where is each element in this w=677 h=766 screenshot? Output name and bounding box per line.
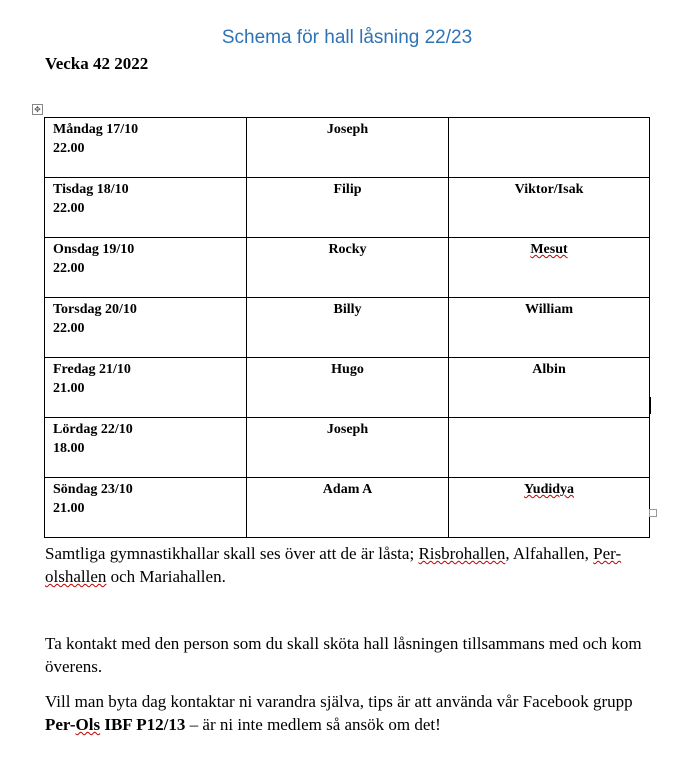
time-label: 22.00: [53, 321, 85, 336]
day-label: Tisdag 18/10: [53, 182, 129, 197]
day-label: Måndag 17/10: [53, 122, 139, 137]
day-cell[interactable]: [45, 118, 247, 178]
table-row: [45, 178, 650, 238]
person-2-name: William: [525, 302, 573, 317]
person-2-cell[interactable]: [449, 478, 650, 538]
person-2-cell[interactable]: [449, 358, 650, 418]
hall-per-olshallen: Per-olshallen: [45, 544, 622, 586]
day-cell[interactable]: [45, 298, 247, 358]
text-cursor: [650, 397, 651, 414]
person-2-cell[interactable]: [449, 238, 650, 298]
time-label: 22.00: [53, 201, 85, 216]
move-handle-icon[interactable]: ✥: [32, 104, 43, 115]
table-row: [45, 238, 650, 298]
table-row: [45, 478, 650, 538]
person-2-name: Albin: [532, 362, 566, 377]
halls-text-3: och Mariahallen.: [106, 567, 226, 586]
time-label: 22.00: [53, 261, 85, 276]
day-label: Fredag 21/10: [53, 362, 131, 377]
day-label: Söndag 23/10: [53, 482, 133, 497]
day-cell[interactable]: [45, 358, 247, 418]
paragraph-halls: [45, 542, 660, 588]
person-2-name: Mesut: [530, 242, 568, 257]
person-2-cell[interactable]: [449, 418, 650, 478]
person-1-cell[interactable]: Joseph: [247, 418, 449, 478]
day-cell[interactable]: [45, 478, 247, 538]
document-title: Schema för hall låsning 22/23: [221, 27, 473, 48]
person-2-name: Yudidya: [523, 482, 575, 497]
person-2-cell[interactable]: [449, 298, 650, 358]
day-cell[interactable]: [45, 418, 247, 478]
week-heading: Vecka 42 2022: [45, 54, 149, 73]
resize-handle-icon[interactable]: [649, 509, 657, 517]
table-row: [45, 358, 650, 418]
time-label: 21.00: [53, 501, 85, 516]
schedule-table: [44, 117, 650, 538]
paragraph-swap: [45, 690, 660, 736]
person-1-cell[interactable]: Rocky: [247, 238, 449, 298]
halls-text: Samtliga gymnastikhallar skall ses över att de är låsta;: [45, 544, 419, 563]
person-2-name: Viktor/Isak: [514, 182, 584, 197]
day-label: Torsdag 20/10: [53, 302, 137, 317]
person-1-cell[interactable]: Billy: [247, 298, 449, 358]
time-label: 22.00: [53, 141, 85, 156]
day-cell[interactable]: [45, 178, 247, 238]
paragraph-contact: Ta kontakt med den person som du skall sköta hall låsningen tillsammans med och kom överens.: [45, 634, 642, 676]
hall-risbrohallen: Risbrohallen: [418, 544, 506, 563]
group-name-part2: Ols: [75, 715, 101, 734]
swap-text: Vill man byta dag kontaktar ni varandra själva, tips är att använda vår Facebook grupp: [45, 692, 633, 711]
halls-text-2: , Alfahallen,: [505, 544, 594, 563]
time-label: 21.00: [53, 381, 85, 396]
day-label: Lördag 22/10: [53, 422, 133, 437]
person-1-cell[interactable]: Hugo: [247, 358, 449, 418]
table-row: [45, 298, 650, 358]
person-1-cell[interactable]: Joseph: [247, 118, 449, 178]
table-row: [45, 118, 650, 178]
day-cell[interactable]: [45, 238, 247, 298]
person-1-cell[interactable]: Filip: [247, 178, 449, 238]
person-2-cell[interactable]: [449, 178, 650, 238]
swap-text-end: – är ni inte medlem så ansök om det!: [185, 715, 441, 734]
table-row: [45, 418, 650, 478]
group-name-part3: IBF P12/13: [100, 715, 186, 734]
time-label: 18.00: [53, 441, 85, 456]
person-2-cell[interactable]: [449, 118, 650, 178]
person-1-cell[interactable]: Adam A: [247, 478, 449, 538]
day-label: Onsdag 19/10: [53, 242, 135, 257]
group-name-part1: Per-: [45, 715, 76, 734]
